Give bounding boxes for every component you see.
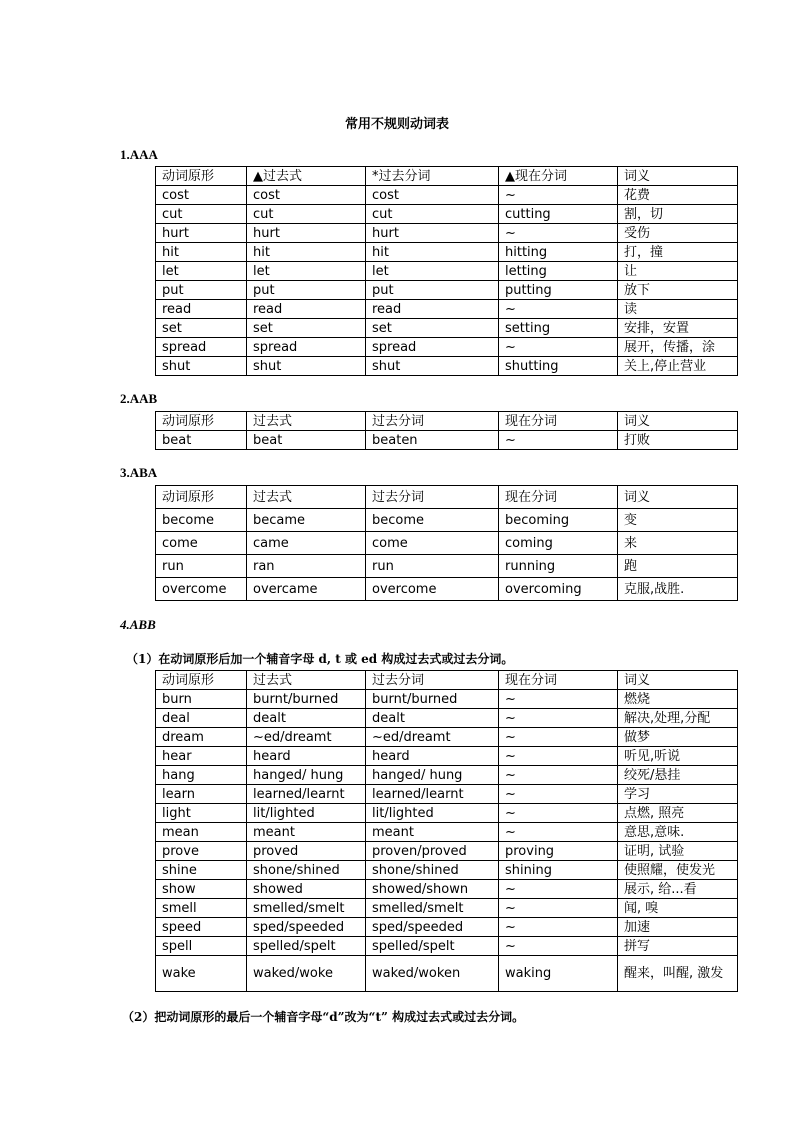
table-cell: showed bbox=[247, 880, 366, 899]
table-cell: cut bbox=[156, 205, 247, 224]
table-row bbox=[156, 956, 738, 992]
table-cell: proved bbox=[247, 842, 366, 861]
table-cell: 关上,停止营业 bbox=[618, 357, 738, 376]
table-cell: cut bbox=[366, 205, 499, 224]
table-cell: waked/woke bbox=[247, 956, 366, 992]
table-cell: 绞死/悬挂 bbox=[618, 766, 738, 785]
table-cell: beat bbox=[156, 431, 247, 450]
table-cell: 来 bbox=[618, 532, 738, 555]
table-cell: 展示, 给...看 bbox=[618, 880, 738, 899]
table-cell: dealt bbox=[366, 709, 499, 728]
table-cell: ~ bbox=[499, 937, 618, 956]
table-cell: spelled/spelt bbox=[366, 937, 499, 956]
table-cell: shone/shined bbox=[247, 861, 366, 880]
table-cell: come bbox=[156, 532, 247, 555]
table-cell: ~ bbox=[499, 899, 618, 918]
table-cell: 拼写 bbox=[618, 937, 738, 956]
table-cell: proving bbox=[499, 842, 618, 861]
table-row bbox=[156, 431, 738, 450]
table-cell: burn bbox=[156, 690, 247, 709]
table-row bbox=[156, 578, 738, 601]
table-cell: sped/speeded bbox=[366, 918, 499, 937]
table-cell: smelled/smelt bbox=[247, 899, 366, 918]
column-header: 词义 bbox=[618, 671, 738, 690]
table-cell: hurt bbox=[156, 224, 247, 243]
table-header-row bbox=[156, 412, 738, 431]
table-row bbox=[156, 709, 738, 728]
table-cell: lit/lighted bbox=[366, 804, 499, 823]
table-cell: put bbox=[156, 281, 247, 300]
section-heading-aba: 3.ABA bbox=[120, 465, 158, 480]
table-cell: hurt bbox=[247, 224, 366, 243]
table-row bbox=[156, 842, 738, 861]
table-cell: ~ bbox=[499, 431, 618, 450]
table-cell: proven/proved bbox=[366, 842, 499, 861]
table-row bbox=[156, 319, 738, 338]
section-heading-abb: 4.ABB bbox=[120, 617, 156, 632]
table-cell: heard bbox=[247, 747, 366, 766]
table-cell: 打败 bbox=[618, 431, 738, 450]
table-row bbox=[156, 766, 738, 785]
table-cell: 安排，安置 bbox=[618, 319, 738, 338]
table-cell: shut bbox=[247, 357, 366, 376]
table-row bbox=[156, 747, 738, 766]
table-cell: ~ bbox=[499, 918, 618, 937]
table-cell: meant bbox=[366, 823, 499, 842]
table-cell: 克服,战胜. bbox=[618, 578, 738, 601]
table-cell: ~ bbox=[499, 880, 618, 899]
table-cell: ~ bbox=[499, 186, 618, 205]
table-cell: 解决,处理,分配 bbox=[618, 709, 738, 728]
table-cell: 听见,听说 bbox=[618, 747, 738, 766]
column-header: 现在分词 bbox=[499, 486, 618, 509]
table-cell: burnt/burned bbox=[366, 690, 499, 709]
table-cell: ~ bbox=[499, 690, 618, 709]
table-cell: 点燃, 照亮 bbox=[618, 804, 738, 823]
column-header: ▲现在分词 bbox=[499, 167, 618, 186]
table-cell: shut bbox=[156, 357, 247, 376]
table-row bbox=[156, 899, 738, 918]
table-cell: smell bbox=[156, 899, 247, 918]
table-cell: run bbox=[366, 555, 499, 578]
table-cell: 跑 bbox=[618, 555, 738, 578]
section-heading-aab: 2.AAB bbox=[120, 391, 158, 406]
table-cell: dream bbox=[156, 728, 247, 747]
column-header: 过去分词 bbox=[366, 671, 499, 690]
table-cell: sped/speeded bbox=[247, 918, 366, 937]
column-header: 动词原形 bbox=[156, 671, 247, 690]
table-cell: smelled/smelt bbox=[366, 899, 499, 918]
table-row bbox=[156, 205, 738, 224]
table-cell: shining bbox=[499, 861, 618, 880]
table-row bbox=[156, 804, 738, 823]
table-cell: put bbox=[247, 281, 366, 300]
table-cell: 变 bbox=[618, 509, 738, 532]
table-cell: prove bbox=[156, 842, 247, 861]
column-header: 动词原形 bbox=[156, 486, 247, 509]
table-cell: letting bbox=[499, 262, 618, 281]
table-cell: 意思,意味. bbox=[618, 823, 738, 842]
table-cell: hit bbox=[156, 243, 247, 262]
table-row bbox=[156, 532, 738, 555]
table-header-row bbox=[156, 167, 738, 186]
table-cell: wake bbox=[156, 956, 247, 992]
table-cell: cutting bbox=[499, 205, 618, 224]
table-row bbox=[156, 357, 738, 376]
table-row bbox=[156, 300, 738, 319]
table-cell: shone/shined bbox=[366, 861, 499, 880]
table-cell: coming bbox=[499, 532, 618, 555]
table-row bbox=[156, 262, 738, 281]
table-cell: meant bbox=[247, 823, 366, 842]
column-header: 动词原形 bbox=[156, 167, 247, 186]
table-abb bbox=[155, 670, 738, 992]
table-cell: learn bbox=[156, 785, 247, 804]
table-cell: beaten bbox=[366, 431, 499, 450]
column-header: 过去式 bbox=[247, 486, 366, 509]
table-cell: ~ bbox=[499, 785, 618, 804]
table-cell: 受伤 bbox=[618, 224, 738, 243]
table-cell: set bbox=[156, 319, 247, 338]
table-cell: light bbox=[156, 804, 247, 823]
table-cell: deal bbox=[156, 709, 247, 728]
table-cell: 使照耀，使发光 bbox=[618, 861, 738, 880]
table-row bbox=[156, 918, 738, 937]
table-cell: spread bbox=[247, 338, 366, 357]
table-cell: lit/lighted bbox=[247, 804, 366, 823]
table-cell: learned/learnt bbox=[366, 785, 499, 804]
column-header: 词义 bbox=[618, 167, 738, 186]
column-header: 过去分词 bbox=[366, 486, 499, 509]
table-cell: hitting bbox=[499, 243, 618, 262]
table-cell: running bbox=[499, 555, 618, 578]
table-row bbox=[156, 785, 738, 804]
table-cell: shut bbox=[366, 357, 499, 376]
table-header-row bbox=[156, 671, 738, 690]
table-cell: beat bbox=[247, 431, 366, 450]
column-header: 过去式 bbox=[247, 671, 366, 690]
table-cell: 花费 bbox=[618, 186, 738, 205]
table-cell: hit bbox=[366, 243, 499, 262]
table-cell: ~ bbox=[499, 338, 618, 357]
table-cell: read bbox=[247, 300, 366, 319]
column-header: 词义 bbox=[618, 412, 738, 431]
table-cell: ~ bbox=[499, 300, 618, 319]
table-cell: overcome bbox=[156, 578, 247, 601]
table-cell: 闻, 嗅 bbox=[618, 899, 738, 918]
section-heading-aaa: 1.AAA bbox=[120, 147, 158, 162]
table-cell: run bbox=[156, 555, 247, 578]
table-cell: ~ bbox=[499, 728, 618, 747]
table-cell: putting bbox=[499, 281, 618, 300]
column-header: ▲过去式 bbox=[247, 167, 366, 186]
table-cell: 做梦 bbox=[618, 728, 738, 747]
table-cell: ~ bbox=[499, 766, 618, 785]
table-row bbox=[156, 937, 738, 956]
table-aba bbox=[155, 485, 738, 601]
table-cell: cost bbox=[247, 186, 366, 205]
table-cell: dealt bbox=[247, 709, 366, 728]
column-header: 现在分词 bbox=[499, 671, 618, 690]
table-row bbox=[156, 880, 738, 899]
table-cell: ~ bbox=[499, 804, 618, 823]
table-cell: 读 bbox=[618, 300, 738, 319]
table-header-row bbox=[156, 486, 738, 509]
table-cell: ran bbox=[247, 555, 366, 578]
table-cell: spread bbox=[156, 338, 247, 357]
table-cell: came bbox=[247, 532, 366, 555]
table-cell: spelled/spelt bbox=[247, 937, 366, 956]
table-cell: 证明, 试验 bbox=[618, 842, 738, 861]
table-cell: ~ bbox=[499, 823, 618, 842]
table-row bbox=[156, 728, 738, 747]
table-cell: becoming bbox=[499, 509, 618, 532]
table-cell: ~ bbox=[499, 747, 618, 766]
table-cell: ~ bbox=[499, 709, 618, 728]
column-header: 现在分词 bbox=[499, 412, 618, 431]
table-aab bbox=[155, 411, 738, 450]
table-cell: showed/shown bbox=[366, 880, 499, 899]
table-cell: ~ed/dreamt bbox=[366, 728, 499, 747]
table-cell: become bbox=[366, 509, 499, 532]
table-cell: setting bbox=[499, 319, 618, 338]
table-cell: 放下 bbox=[618, 281, 738, 300]
table-cell: became bbox=[247, 509, 366, 532]
abb-subheading-1: （1）在动词原形后加一个辅音字母 d, t 或 ed 构成过去式或过去分词。 bbox=[126, 652, 514, 666]
table-row bbox=[156, 690, 738, 709]
table-row bbox=[156, 281, 738, 300]
table-row bbox=[156, 861, 738, 880]
table-row bbox=[156, 338, 738, 357]
column-header: 动词原形 bbox=[156, 412, 247, 431]
column-header: 词义 bbox=[618, 486, 738, 509]
table-cell: hear bbox=[156, 747, 247, 766]
table-row bbox=[156, 243, 738, 262]
table-cell: spread bbox=[366, 338, 499, 357]
table-cell: cut bbox=[247, 205, 366, 224]
column-header: 过去分词 bbox=[366, 412, 499, 431]
table-cell: shine bbox=[156, 861, 247, 880]
table-cell: 让 bbox=[618, 262, 738, 281]
table-aaa bbox=[155, 166, 738, 376]
table-cell: heard bbox=[366, 747, 499, 766]
table-row bbox=[156, 823, 738, 842]
table-cell: put bbox=[366, 281, 499, 300]
table-cell: overcoming bbox=[499, 578, 618, 601]
table-cell: spell bbox=[156, 937, 247, 956]
table-cell: mean bbox=[156, 823, 247, 842]
table-cell: read bbox=[366, 300, 499, 319]
table-cell: become bbox=[156, 509, 247, 532]
abb-subheading-2: （2）把动词原形的最后一个辅音字母“d”改为“t” 构成过去式或过去分词。 bbox=[122, 1010, 525, 1024]
table-cell: overcome bbox=[366, 578, 499, 601]
table-cell: let bbox=[366, 262, 499, 281]
table-cell: hang bbox=[156, 766, 247, 785]
table-cell: ~ bbox=[499, 224, 618, 243]
table-cell: 割，切 bbox=[618, 205, 738, 224]
table-cell: waked/woken bbox=[366, 956, 499, 992]
table-row bbox=[156, 186, 738, 205]
column-header: *过去分词 bbox=[366, 167, 499, 186]
page-title: 常用不规则动词表 bbox=[344, 117, 449, 132]
table-cell: hanged/ hung bbox=[247, 766, 366, 785]
table-cell: set bbox=[366, 319, 499, 338]
table-cell: 展开，传播，涂 bbox=[618, 338, 738, 357]
table-cell: ~ed/dreamt bbox=[247, 728, 366, 747]
table-cell: learned/learnt bbox=[247, 785, 366, 804]
table-cell: cost bbox=[366, 186, 499, 205]
table-cell: burnt/burned bbox=[247, 690, 366, 709]
table-cell: waking bbox=[499, 956, 618, 992]
table-cell: shutting bbox=[499, 357, 618, 376]
table-cell: overcame bbox=[247, 578, 366, 601]
table-cell: show bbox=[156, 880, 247, 899]
table-cell: let bbox=[247, 262, 366, 281]
table-cell: come bbox=[366, 532, 499, 555]
table-cell: read bbox=[156, 300, 247, 319]
table-cell: cost bbox=[156, 186, 247, 205]
table-row bbox=[156, 224, 738, 243]
table-cell: 加速 bbox=[618, 918, 738, 937]
table-cell: 学习 bbox=[618, 785, 738, 804]
column-header: 过去式 bbox=[247, 412, 366, 431]
table-cell: 醒来，叫醒, 激发 bbox=[618, 956, 738, 992]
table-cell: 燃烧 bbox=[618, 690, 738, 709]
table-cell: 打，撞 bbox=[618, 243, 738, 262]
table-row bbox=[156, 555, 738, 578]
table-cell: hurt bbox=[366, 224, 499, 243]
table-cell: hanged/ hung bbox=[366, 766, 499, 785]
table-cell: hit bbox=[247, 243, 366, 262]
table-cell: let bbox=[156, 262, 247, 281]
table-cell: speed bbox=[156, 918, 247, 937]
table-row bbox=[156, 509, 738, 532]
table-cell: set bbox=[247, 319, 366, 338]
